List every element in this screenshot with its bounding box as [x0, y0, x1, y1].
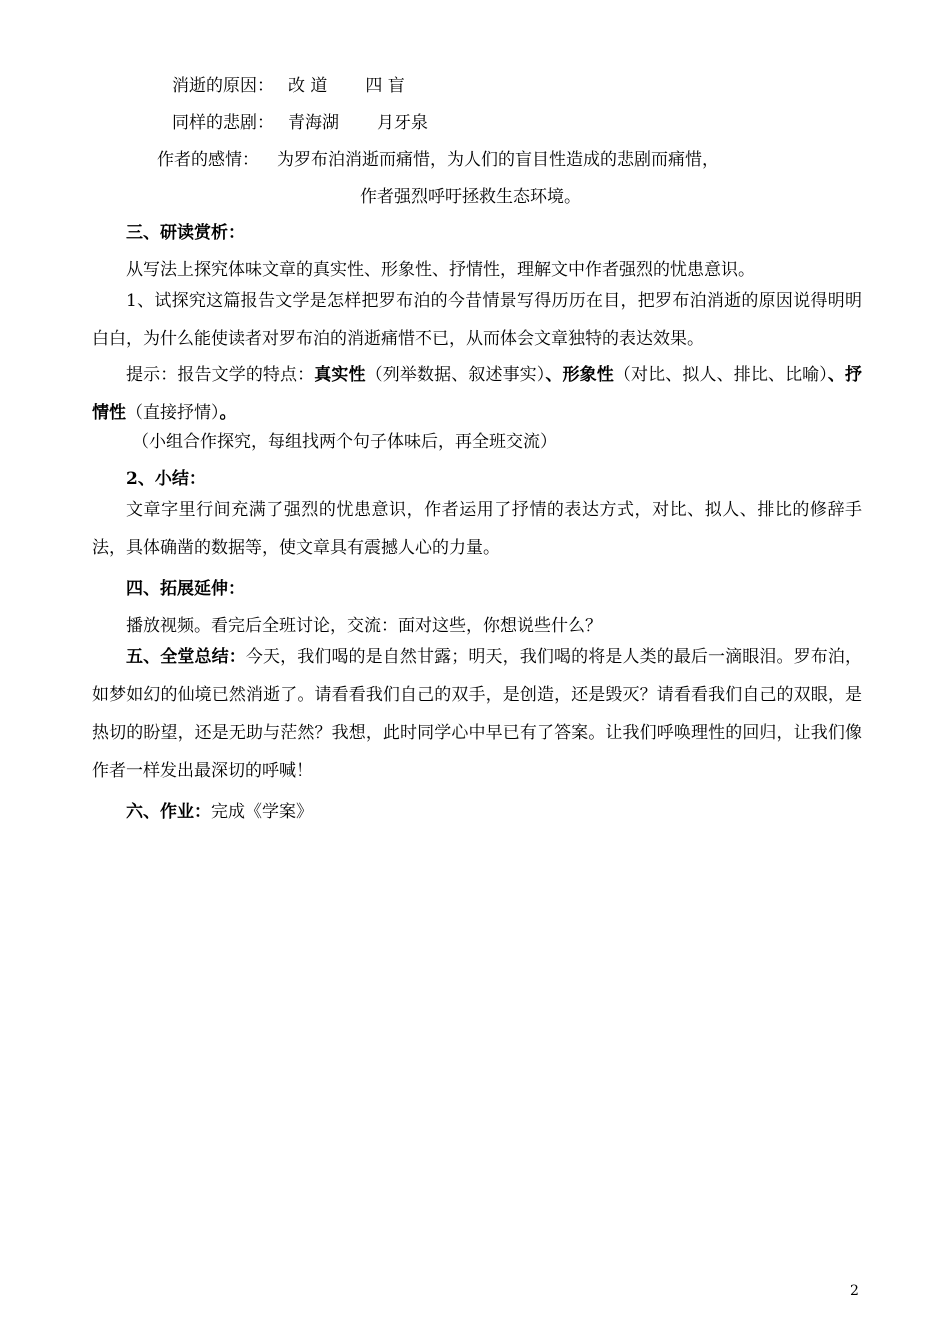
- hint-prefix: 提示：报告文学的特点：: [126, 365, 315, 385]
- reason-label: 消逝的原因：: [172, 76, 274, 96]
- section-3-hint: [92, 356, 862, 432]
- section-6: [126, 800, 313, 824]
- hint-sep-2: 、: [827, 365, 846, 385]
- section-5: [92, 638, 862, 790]
- tragedy-label: 同样的悲剧：: [172, 113, 274, 133]
- section-3-summary: 文章字里行间充满了强烈的忧患意识，作者运用了抒情的表达方式，对比、拟人、排比的修辞手法，具体确凿的数据等，使文章具有震撼人心的力量。: [92, 500, 862, 558]
- hint-sep-1: 、: [545, 365, 563, 385]
- tragedy-1: 青海湖: [288, 113, 339, 133]
- hint-desc-3: （直接抒情）: [126, 403, 220, 423]
- section-6-text: 完成《学案》: [211, 802, 313, 822]
- hint-desc-2: （对比、拟人、排比、比喻）: [613, 365, 828, 385]
- hint-term-lyricism: 抒情性: [92, 365, 863, 423]
- section-4-text: 播放视频。看完后全班讨论，交流：面对这些，你想说些什么？: [126, 616, 602, 636]
- hint-end: 。: [219, 403, 237, 423]
- page-number: 2: [850, 1283, 859, 1299]
- hint-term-authenticity: 真实性: [314, 365, 366, 385]
- section-6-heading: 六、作业：: [126, 802, 211, 822]
- tragedy-2: 月牙泉: [377, 113, 428, 133]
- hint-desc-1: （列举数据、叙述事实）: [365, 365, 546, 385]
- reason-2: 四 盲: [365, 76, 405, 96]
- feeling-line-1: 为罗布泊消逝而痛惜，为人们的盲目性造成的悲剧而痛惜，: [277, 150, 719, 170]
- feeling-line: [157, 148, 719, 172]
- feeling-line-2: 作者强烈呼吁拯救生态环境。: [360, 187, 581, 207]
- reason-1: 改 道: [288, 76, 328, 96]
- section-3-question-1: 1、试探究这篇报告文学是怎样把罗布泊的今昔情景写得历历在目，把罗布泊消逝的原因说得明明白白，为什么能使读者对罗布泊的消逝痛惜不已，从而体会文章独特的表达效果。: [92, 291, 862, 349]
- tragedy-line: [172, 111, 428, 135]
- section-5-heading: 五、全堂总结：: [126, 647, 246, 667]
- section-5-text: 今天，我们喝的是自然甘露；明天，我们喝的将是人类的最后一滴眼泪。罗布泊，如梦如幻的仙境已然消逝了。请看看我们自己的双手，是创造，还是毁灭？请看看我们自己的双眼，是热切的盼望，还是无助与茫然？我想，此时同学心中早已有了答案。让我们呼唤理性的回归，让我们像作者一样发出最深切的呼喊！: [92, 647, 863, 781]
- section-3-heading: 三、研读赏析：: [126, 223, 245, 243]
- section-4-heading: 四、拓展延伸：: [126, 579, 245, 599]
- feeling-label: 作者的感情：: [157, 150, 259, 170]
- hint-term-imagery: 形象性: [562, 365, 614, 385]
- reason-line: [172, 74, 405, 98]
- section-3-intro: 从写法上探究体味文章的真实性、形象性、抒情性，理解文中作者强烈的忧患意识。: [126, 260, 755, 280]
- group-note: （小组合作探究，每组找两个句子体味后，再全班交流）: [132, 432, 557, 452]
- section-3-sub-2-heading: 2、小结：: [126, 469, 206, 489]
